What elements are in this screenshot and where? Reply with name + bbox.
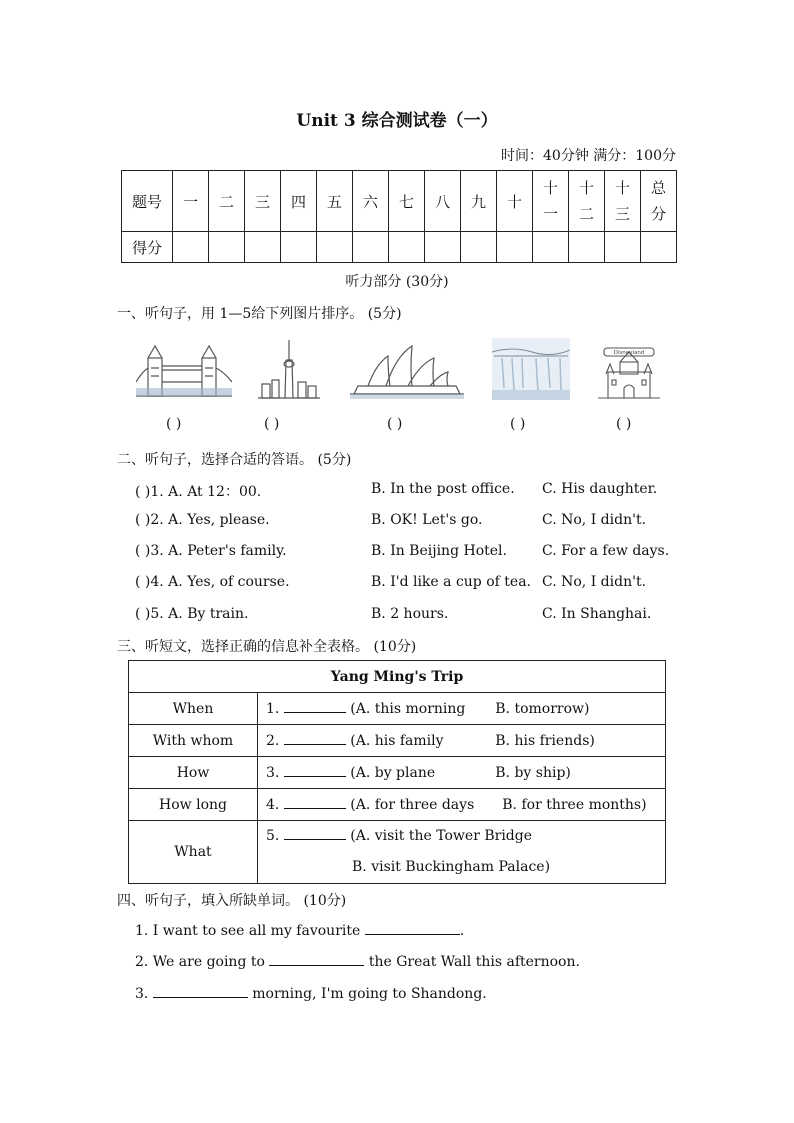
trip-row-value[interactable]: 5. (A. visit the Tower Bridge B. visit Buckingham Palace)	[258, 821, 666, 884]
question-5-b: B. 2 hours.	[371, 606, 449, 622]
page-title: Unit 3 综合测试卷（一）	[296, 111, 498, 131]
listening-header: 听力部分 (30分)	[345, 274, 449, 290]
score-cell[interactable]	[641, 232, 677, 263]
fill-item-2[interactable]: 2. We are going to the Great Wall this afternoon.	[135, 954, 580, 970]
score-col: 四	[281, 171, 317, 232]
score-col: 九	[461, 171, 497, 232]
question-4-a[interactable]: ( )4. A. Yes, of course.	[135, 574, 290, 590]
time-info: 时间：40分钟 满分：100分	[501, 148, 676, 164]
svg-text:Disneyland: Disneyland	[613, 350, 645, 356]
trip-row-value[interactable]: 3. (A. by plane B. by ship)	[258, 757, 666, 789]
score-cell[interactable]	[461, 232, 497, 263]
cn-tower-icon	[258, 338, 320, 400]
question-4-b: B. I'd like a cup of tea.	[371, 574, 531, 590]
score-col: 十 三	[605, 171, 641, 232]
score-cell[interactable]	[353, 232, 389, 263]
answer-blank[interactable]: ( )	[510, 416, 526, 432]
score-cell[interactable]	[281, 232, 317, 263]
score-col: 一	[173, 171, 209, 232]
question-5-c: C. In Shanghai.	[542, 606, 652, 622]
score-cell[interactable]	[245, 232, 281, 263]
score-col: 十 二	[569, 171, 605, 232]
answer-blank[interactable]: ( )	[616, 416, 632, 432]
score-cell[interactable]	[209, 232, 245, 263]
trip-table	[128, 660, 666, 884]
tower-bridge-icon	[136, 338, 232, 400]
score-col: 五	[317, 171, 353, 232]
score-row-label: 得分	[122, 232, 173, 263]
answer-blank[interactable]: ( )	[166, 416, 182, 432]
score-col: 二	[209, 171, 245, 232]
trip-row-label: How long	[129, 789, 258, 821]
fill-item-3[interactable]: 3. morning, I'm going to Shandong.	[135, 986, 487, 1002]
score-row-label: 题号	[122, 171, 173, 232]
score-col-total: 总 分	[641, 171, 677, 232]
trip-table-title: Yang Ming's Trip	[129, 661, 666, 693]
score-table	[121, 170, 677, 263]
score-col: 十 一	[533, 171, 569, 232]
score-cell[interactable]	[173, 232, 209, 263]
question-3-b: B. In Beijing Hotel.	[371, 543, 507, 559]
score-cell[interactable]	[317, 232, 353, 263]
score-col: 六	[353, 171, 389, 232]
disneyland-castle-icon	[598, 338, 660, 400]
score-col: 十	[497, 171, 533, 232]
score-cell[interactable]	[425, 232, 461, 263]
answer-blank[interactable]: ( )	[264, 416, 280, 432]
question-3-c: C. For a few days.	[542, 543, 670, 559]
waterfall-icon	[492, 338, 570, 400]
question-3-a[interactable]: ( )3. A. Peter's family.	[135, 543, 287, 559]
section4-title: 四、听句子，填入所缺单词。 (10分)	[117, 893, 347, 909]
question-4-c: C. No, I didn't.	[542, 574, 647, 590]
opera-house-icon	[350, 338, 464, 400]
score-col: 七	[389, 171, 425, 232]
score-cell[interactable]	[389, 232, 425, 263]
section3-title: 三、听短文，选择正确的信息补全表格。 (10分)	[117, 639, 417, 655]
question-5-a[interactable]: ( )5. A. By train.	[135, 606, 249, 622]
trip-row-label: What	[129, 821, 258, 884]
question-1-b: B. In the post office.	[371, 481, 515, 497]
section2-title: 二、听句子，选择合适的答语。 (5分)	[117, 452, 352, 468]
trip-row-value[interactable]: 4. (A. for three days B. for three months)	[258, 789, 666, 821]
score-cell[interactable]	[569, 232, 605, 263]
trip-row-label: When	[129, 693, 258, 725]
score-cell[interactable]	[497, 232, 533, 263]
question-1-a[interactable]: ( )1. A. At 12：00.	[135, 484, 262, 500]
score-cell[interactable]	[533, 232, 569, 263]
trip-row-label: With whom	[129, 725, 258, 757]
question-2-b: B. OK! Let's go.	[371, 512, 483, 528]
fill-item-1[interactable]: 1. I want to see all my favourite .	[135, 923, 465, 939]
answer-blank[interactable]: ( )	[387, 416, 403, 432]
question-1-c: C. His daughter.	[542, 481, 658, 497]
score-col: 八	[425, 171, 461, 232]
question-2-c: C. No, I didn't.	[542, 512, 647, 528]
trip-row-value[interactable]: 1. (A. this morning B. tomorrow)	[258, 693, 666, 725]
trip-row-value[interactable]: 2. (A. his family B. his friends)	[258, 725, 666, 757]
question-2-a[interactable]: ( )2. A. Yes, please.	[135, 512, 270, 528]
section1-title: 一、听句子，用 1—5给下列图片排序。 (5分)	[117, 306, 402, 322]
trip-row-label: How	[129, 757, 258, 789]
score-cell[interactable]	[605, 232, 641, 263]
score-col: 三	[245, 171, 281, 232]
